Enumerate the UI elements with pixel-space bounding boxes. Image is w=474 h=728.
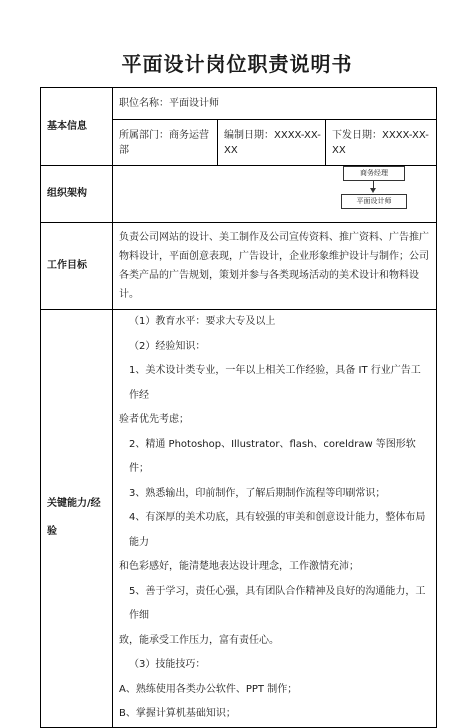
basic-info-label: 基本信息 bbox=[41, 88, 113, 166]
skills-line: 验者优先考虑； bbox=[119, 414, 189, 425]
skills-line: 1、美术设计类专业，一年以上相关工作经验，具备 IT 行业广告工作经 bbox=[129, 365, 421, 401]
department-cell: 所属部门：商务运营部 bbox=[113, 120, 218, 166]
skills-line: （3）技能技巧： bbox=[129, 659, 206, 670]
work-goal-label: 工作目标 bbox=[41, 223, 113, 310]
skills-line: 5、善于学习，责任心强，具有团队合作精神及良好的沟通能力，工作细 bbox=[129, 585, 426, 621]
skills-line: （2）经验知识： bbox=[129, 340, 206, 352]
skills-line: （1）教育水平：要求大专及以上 bbox=[129, 316, 276, 327]
job-description-table bbox=[40, 87, 437, 728]
skills-line: 4、有深厚的美术功底，具有较强的审美和创意设计能力，整体布局能力 bbox=[129, 512, 426, 548]
skills-line: 2、精通 Photoshop、Illustrator、flash、coreldraw 等图形软件； bbox=[129, 438, 416, 474]
key-skills-content bbox=[113, 310, 437, 728]
work-goal-text: 负责公司网站的设计、美工制作及公司宣传资料、推广资料、广告推广物料设计，平面创意表现，广告设计，企业形象维护设计与制作；公司各类产品的广告规划，策划并参与各类现场活动的美术设计和物料设计。 bbox=[113, 223, 437, 310]
org-box-business-manager: 商务经理 bbox=[343, 166, 405, 181]
prepared-date-cell: 编制日期：XXXX-XX-XX bbox=[218, 120, 326, 166]
document-title: 平面设计岗位职责说明书 bbox=[121, 52, 353, 76]
skills-line: 致，能承受工作压力，富有责任心。 bbox=[119, 634, 279, 646]
skills-line: 和色彩感好，能清楚地表达设计理念，工作激情充沛； bbox=[119, 561, 359, 572]
org-chart-cell bbox=[113, 166, 437, 223]
org-structure-label: 组织架构 bbox=[41, 166, 113, 223]
key-skills-label: 关键能力/经 验 bbox=[41, 310, 113, 728]
arrow-down-icon bbox=[370, 188, 376, 193]
skills-line: 3、熟悉输出，印前制作，了解后期制作流程等印刷常识； bbox=[129, 487, 386, 499]
issued-date-cell: 下发日期：XXXX-XX-XX bbox=[326, 120, 437, 166]
skills-line: A、熟练使用各类办公软件、PPT 制作； bbox=[119, 683, 298, 695]
org-box-graphic-designer: 平面设计师 bbox=[341, 194, 407, 209]
position-name-cell: 职位名称：平面设计师 bbox=[113, 88, 437, 120]
skills-line: B、掌握计算机基础知识； bbox=[119, 708, 236, 719]
